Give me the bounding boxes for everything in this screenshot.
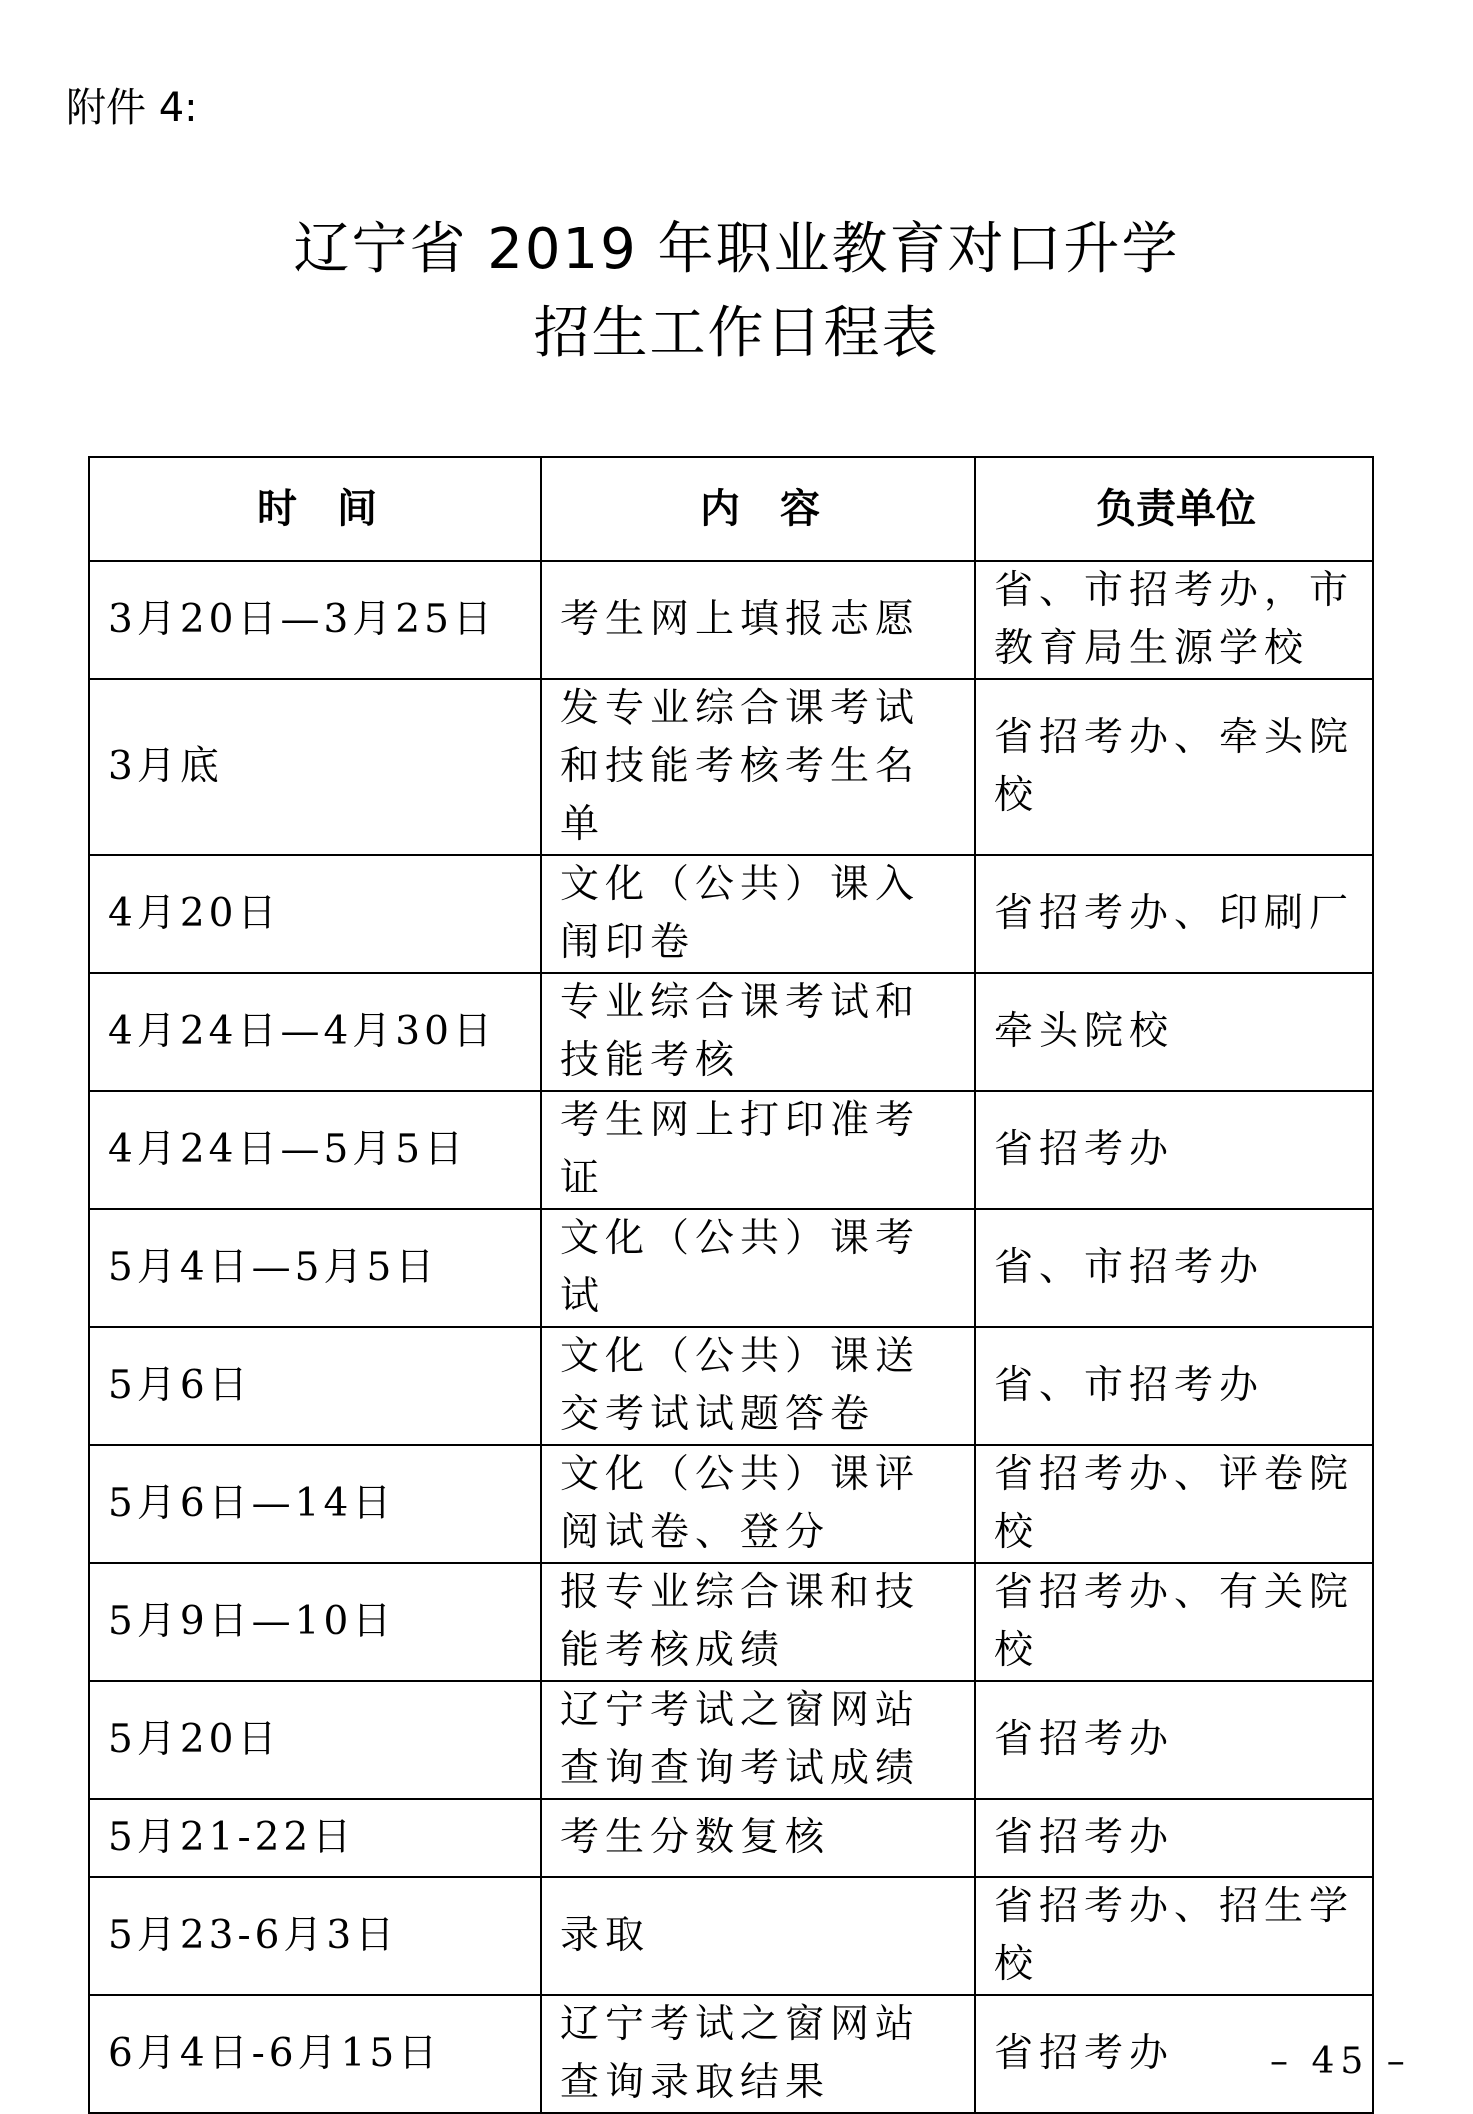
schedule-table — [88, 456, 1374, 2114]
cell-content: 考生网上填报志愿 — [541, 561, 975, 679]
cell-unit: 省招考办 — [975, 1091, 1373, 1209]
cell-content: 报专业综合课和技能考核成绩 — [541, 1563, 975, 1681]
cell-time: 5月4日—5月5日 — [89, 1209, 541, 1327]
cell-content: 考生分数复核 — [541, 1799, 975, 1877]
table-row — [89, 1327, 1373, 1445]
cell-content: 考生网上打印准考证 — [541, 1091, 975, 1209]
cell-content: 发专业综合课考试和技能考核考生名单 — [541, 679, 975, 855]
page-number: – 45 – — [1270, 2041, 1411, 2082]
cell-time: 5月6日 — [89, 1327, 541, 1445]
cell-unit: 牵头院校 — [975, 973, 1373, 1091]
cell-unit: 省招考办、评卷院校 — [975, 1445, 1373, 1563]
cell-content: 文化（公共）课评阅试卷、登分 — [541, 1445, 975, 1563]
table-header-row — [89, 457, 1373, 561]
cell-unit: 省招考办、牵头院校 — [975, 679, 1373, 855]
cell-time: 3月底 — [89, 679, 541, 855]
document-title-line-1: 辽宁省 2019 年职业教育对口升学 — [293, 217, 1180, 282]
cell-content: 文化（公共）课送交考试试题答卷 — [541, 1327, 975, 1445]
cell-content: 辽宁考试之窗网站查询查询考试成绩 — [541, 1681, 975, 1799]
table-row — [89, 679, 1373, 855]
cell-content: 辽宁考试之窗网站查询录取结果 — [541, 1995, 975, 2113]
header-content: 内 容 — [541, 457, 975, 561]
cell-content: 文化（公共）课考试 — [541, 1209, 975, 1327]
table-row — [89, 1681, 1373, 1799]
cell-unit: 省招考办 — [975, 1681, 1373, 1799]
cell-time: 5月21-22日 — [89, 1799, 541, 1877]
attachment-label: 附件 4: — [66, 85, 198, 131]
cell-unit: 省、市招考办，市教育局生源学校 — [975, 561, 1373, 679]
table-row — [89, 1877, 1373, 1995]
document-title-line-2: 招生工作日程表 — [533, 301, 940, 366]
header-unit: 负责单位 — [975, 457, 1373, 561]
table-row — [89, 855, 1373, 973]
table-row — [89, 561, 1373, 679]
table-row — [89, 1445, 1373, 1563]
cell-unit: 省招考办、印刷厂 — [975, 855, 1373, 973]
cell-content: 录取 — [541, 1877, 975, 1995]
cell-unit: 省招考办 — [975, 1799, 1373, 1877]
cell-unit: 省招考办 — [975, 1995, 1373, 2113]
cell-time: 5月6日—14日 — [89, 1445, 541, 1563]
cell-time: 4月20日 — [89, 855, 541, 973]
cell-content: 专业综合课考试和技能考核 — [541, 973, 975, 1091]
cell-unit: 省招考办、招生学校 — [975, 1877, 1373, 1995]
table-row — [89, 973, 1373, 1091]
cell-unit: 省、市招考办 — [975, 1327, 1373, 1445]
table-row — [89, 1209, 1373, 1327]
cell-time: 4月24日—4月30日 — [89, 973, 541, 1091]
header-time: 时 间 — [89, 457, 541, 561]
table-row — [89, 1995, 1373, 2113]
cell-time: 3月20日—3月25日 — [89, 561, 541, 679]
cell-time: 4月24日—5月5日 — [89, 1091, 541, 1209]
table-row — [89, 1563, 1373, 1681]
cell-time: 5月23-6月3日 — [89, 1877, 541, 1995]
cell-time: 6月4日-6月15日 — [89, 1995, 541, 2113]
table-row — [89, 1091, 1373, 1209]
cell-unit: 省、市招考办 — [975, 1209, 1373, 1327]
cell-content: 文化（公共）课入闱印卷 — [541, 855, 975, 973]
table-row — [89, 1799, 1373, 1877]
cell-unit: 省招考办、有关院校 — [975, 1563, 1373, 1681]
cell-time: 5月20日 — [89, 1681, 541, 1799]
cell-time: 5月9日—10日 — [89, 1563, 541, 1681]
